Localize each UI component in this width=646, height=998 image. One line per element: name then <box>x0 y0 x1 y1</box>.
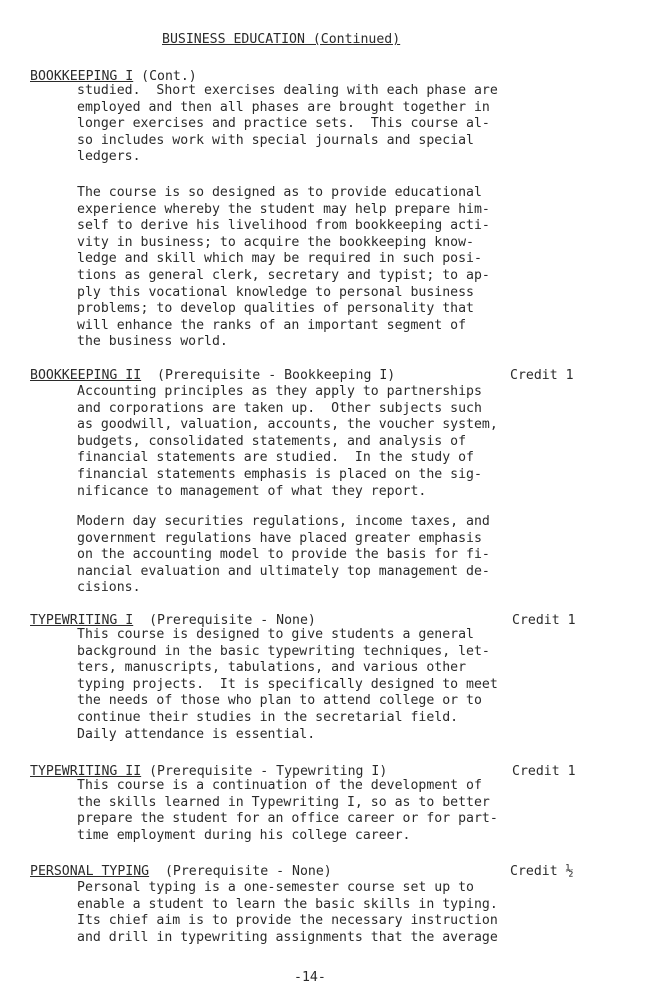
text-line: the business world. <box>77 334 228 350</box>
text-line: cisions. <box>77 580 141 596</box>
course-credit: Credit 1 <box>512 613 576 628</box>
course-heading <box>30 764 387 779</box>
text-line: Modern day securities regulations, income taxes, and <box>77 514 490 529</box>
text-line: on the accounting model to provide the basis for fi- <box>77 547 490 563</box>
text-line: The course is so designed as to provide educational <box>77 185 482 200</box>
text-line: vity in business; to acquire the bookkeeping know- <box>77 234 474 250</box>
course-paragraph <box>77 83 597 166</box>
text-line: time employment during his college career. <box>77 827 411 843</box>
text-line: and corporations are taken up. Other subjects such <box>77 400 482 416</box>
course-title: TYPEWRITING II <box>30 764 142 779</box>
text-line: This course is a continuation of the development of <box>77 778 482 793</box>
course-prerequisite: (Prerequisite - Bookkeeping I) <box>141 368 396 383</box>
text-line: ledgers. <box>77 149 141 165</box>
course-paragraph <box>77 880 597 946</box>
text-line: employed and then all phases are brought together in <box>77 99 490 115</box>
text-line: the skills learned in Typewriting I, so as to better <box>77 794 490 810</box>
text-line: Its chief aim is to provide the necessary instruction <box>77 913 498 929</box>
course-credit: Credit ½ <box>510 864 574 879</box>
text-line: the needs of those who plan to attend college or to <box>77 693 482 709</box>
page-number: -14- <box>294 970 326 985</box>
course-credit: Credit 1 <box>510 368 574 383</box>
course-prerequisite: (Prerequisite - None) <box>149 864 332 879</box>
text-line: typing projects. It is specifically designed to meet <box>77 676 498 692</box>
course-heading <box>30 368 395 383</box>
course-credit: Credit 1 <box>512 764 576 779</box>
course-title: PERSONAL TYPING <box>30 864 150 879</box>
text-line: Accounting principles as they apply to partnerships <box>77 384 482 399</box>
text-line: financial statements emphasis is placed on the sig- <box>77 466 482 482</box>
text-line: Daily attendance is essential. <box>77 726 316 742</box>
course-paragraph <box>77 185 597 351</box>
course-paragraph <box>77 384 597 500</box>
text-line: ledge and skill which may be required in such posi- <box>77 251 482 267</box>
text-line: so includes work with special journals and special <box>77 132 474 148</box>
text-line: ters, manuscripts, tabulations, and various other <box>77 660 467 676</box>
text-line: nancial evaluation and ultimately top management de- <box>77 563 490 579</box>
text-line: This course is designed to give students a general <box>77 627 474 642</box>
course-heading <box>30 69 197 84</box>
text-line: prepare the student for an office career or for part- <box>77 811 498 827</box>
course-paragraph <box>77 778 597 844</box>
course-heading <box>30 864 332 879</box>
text-line: continue their studies in the secretarial field. <box>77 709 459 725</box>
text-line: self to derive his livelihood from bookkeeping acti- <box>77 218 490 234</box>
course-paragraph <box>77 514 597 597</box>
text-line: government regulations have placed greater emphasis <box>77 530 482 546</box>
text-line: experience whereby the student may help prepare him- <box>77 201 490 217</box>
text-line: studied. Short exercises dealing with each phase are <box>77 83 498 98</box>
course-heading <box>30 613 316 628</box>
course-title: BOOKKEEPING I <box>30 69 134 84</box>
text-line: ply this vocational knowledge to personal business <box>77 284 474 300</box>
text-line: tions as general clerk, secretary and typist; to ap- <box>77 267 490 283</box>
text-line: longer exercises and practice sets. This course al- <box>77 116 490 132</box>
text-line: budgets, consolidated statements, and analysis of <box>77 433 467 449</box>
course-title: BOOKKEEPING II <box>30 368 142 383</box>
course-title: TYPEWRITING I <box>30 613 134 628</box>
text-line: Personal typing is a one-semester course set up to <box>77 880 474 895</box>
text-line: background in the basic typewriting techniques, let- <box>77 643 490 659</box>
text-line: financial statements are studied. In the study of <box>77 450 474 466</box>
course-prerequisite: (Prerequisite - Typewriting I) <box>141 764 388 779</box>
course-note: (Cont.) <box>133 69 197 84</box>
text-line: problems; to develop qualities of personality that <box>77 301 474 317</box>
text-line: as goodwill, valuation, accounts, the voucher system, <box>77 417 498 433</box>
course-prerequisite: (Prerequisite - None) <box>133 613 316 628</box>
text-line: enable a student to learn the basic skills in typing. <box>77 896 498 912</box>
page-title: BUSINESS EDUCATION (Continued) <box>162 32 401 47</box>
course-paragraph <box>77 627 597 743</box>
text-line: and drill in typewriting assignments that the average <box>77 929 498 945</box>
text-line: will enhance the ranks of an important segment of <box>77 317 467 333</box>
text-line: nificance to management of what they report. <box>77 483 427 499</box>
